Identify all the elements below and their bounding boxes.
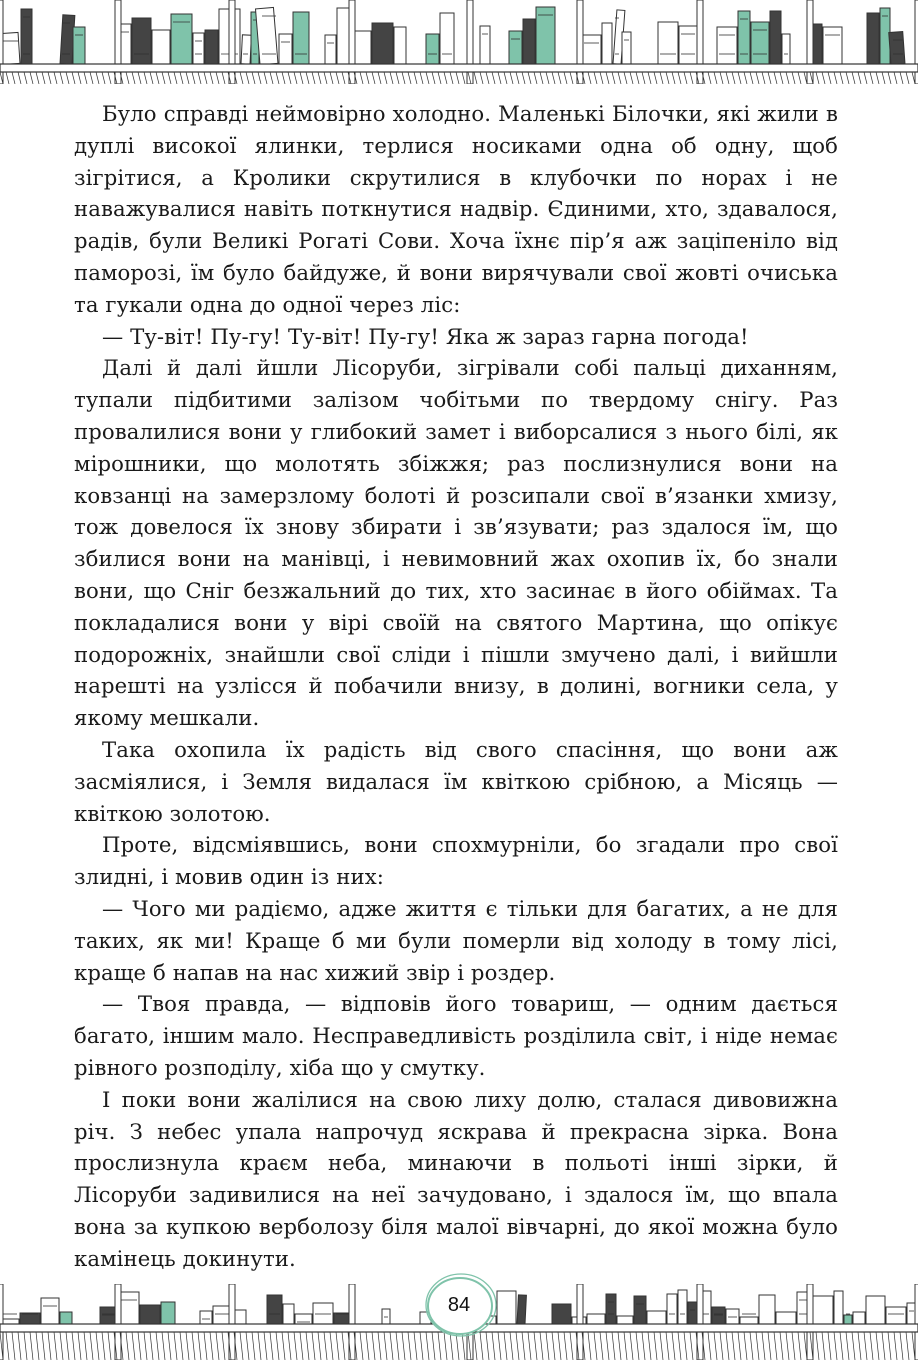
paragraph: Далі й далі йшли Лісоруби, зігрівали собі пальці диханням, тупали підбитими залізом чобітьми по твердому снігу. Раз провалилися вони у глибокий замет і виборсалися з нього білі, як мірошники, що молотять збіжжя; раз послизнулися вони на ковзанці на замерзлому болоті й розсипали свої в’язанки хмизу, тож довелося їх знову збирати і зв’язувати; раз здалося їм, що збилися вони на манівці, і невимовний жах охопив їх, бо знали вони, що Сніг безжальний до тих, хто засинає в його обіймах. Та покладалися вони у вірі своїй на святого Мартина, що опікує подорожніх, знайшли свої сліди і пішли змучено далі, і вийшли нарешті на узлісся й побачили внизу, в долині, вогники села, у якому мешкали. bbox=[74, 355, 838, 731]
paragraph: Було справді неймовірно холодно. Маленькі Білочки, які жили в дуплі високої ялинки, терлися носиками одна об одну, щоб зігрітися, а Кролики скрутилися в клубочки по норах і не наважувалися навіть поткнутися надвір. Єдиними, хто, здавалося, радів, були Великі Рогаті Сови. Хоча їхнє пір’я аж заціпеніло від паморозі, їм було байдуже, й вони вирячували свої жовті очиська та гукали одна до одної через ліс: bbox=[74, 101, 838, 317]
page-body bbox=[74, 98, 838, 1274]
paragraph: — Ту-віт! Пу-гу! Ту-віт! Пу-гу! Яка ж зараз гарна погода! bbox=[102, 323, 749, 349]
page-number: 84 bbox=[433, 1283, 485, 1327]
top-bookshelf-border bbox=[0, 0, 918, 84]
paragraph: — Твоя правда, — відповів його товариш, — одним дається багато, іншим мало. Несправедливість розділила світ, і ніде немає рівного розподілу, хіба що у смутку. bbox=[74, 991, 838, 1080]
paragraph: Проте, відсміявшись, вони спохмурніли, бо згадали про свої злидні, і мовив один із них: bbox=[74, 832, 838, 890]
paragraph: Така охопила їх радість від свого спасіння, що вони аж засміялися, і Земля видалася їм квіткою срібною, а Місяць — квіткою золотою. bbox=[74, 736, 838, 826]
paragraph: — Чого ми радіємо, адже життя є тільки для багатих, а не для таких, як ми! Краще б ми були померли від холоду в тому лісі, краще б напав на нас хижий звір і роздер. bbox=[74, 895, 838, 985]
paragraph: І поки вони жалілися на свою лиху долю, сталася дивовижна річ. З небес упала напрочуд яскрава й прекрасна зірка. Вона прослизнула краєм неба, минаючи в польоті інші зірки, й Лісоруби задивилися на неї зачудовано, і здалося їм, що впала вона за купкою верболозу біля малої вівчарні, до якої можна було камінець докинути. bbox=[74, 1086, 838, 1271]
